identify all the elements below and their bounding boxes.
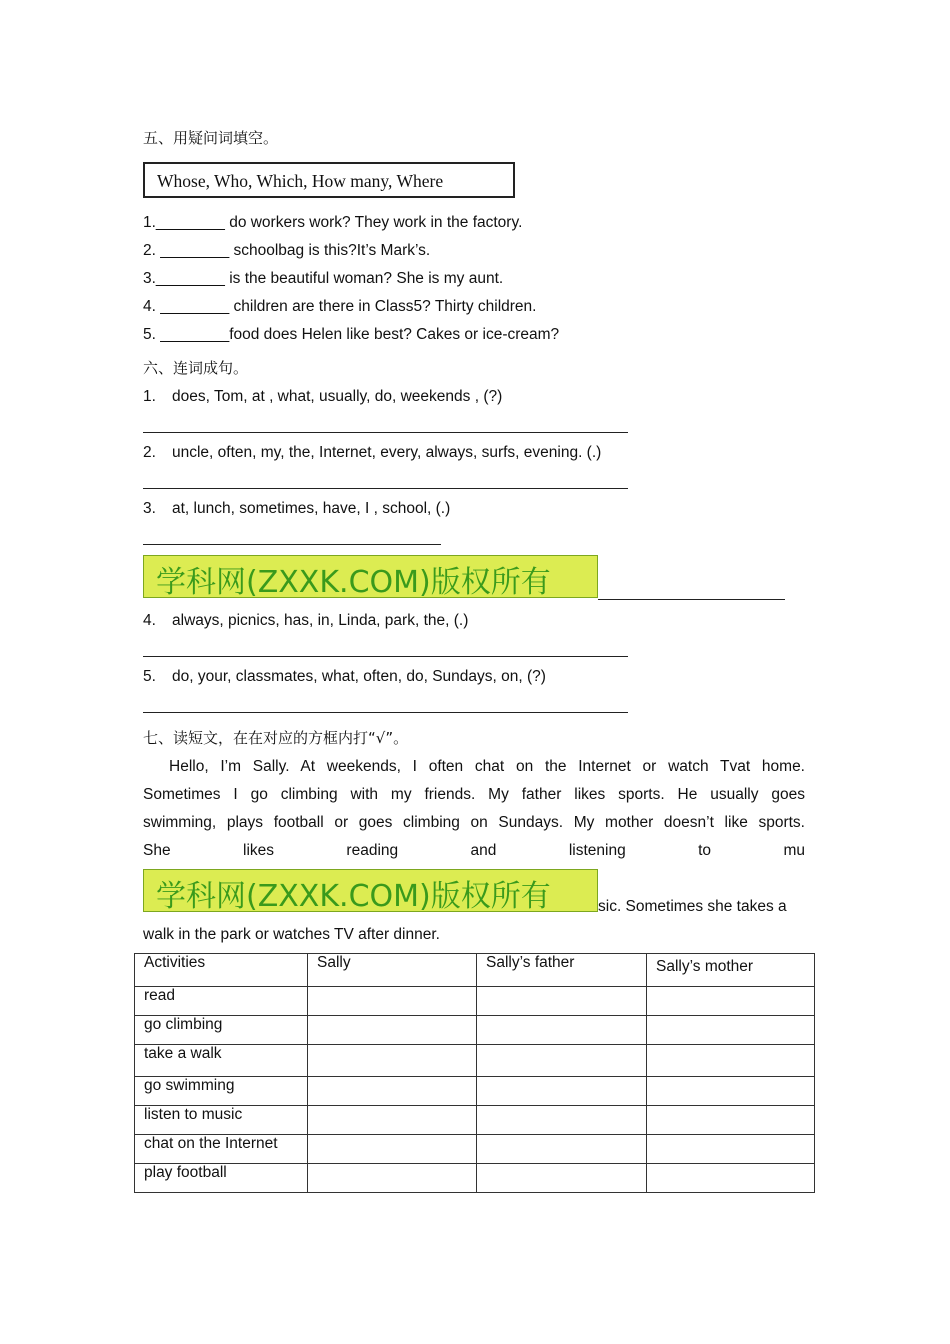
checkbox-cell-mother[interactable]: [647, 1164, 815, 1193]
header-sally: Sally: [308, 954, 477, 987]
table-row: [135, 1164, 815, 1193]
checkbox-cell-sally[interactable]: [308, 1016, 477, 1045]
checkbox-cell-father[interactable]: [477, 1164, 647, 1193]
checkbox-cell-sally[interactable]: [308, 987, 477, 1016]
answer-line-1: [143, 432, 628, 433]
watermark-text-1: 学科网(ZXXK.COM)版权所有: [156, 565, 551, 598]
sentence-item-5-text: do, your, classmates, what, often, do, Sundays, on, (?): [172, 668, 546, 685]
checkbox-cell-father[interactable]: [477, 1045, 647, 1077]
header-sallys-mother: Sally’s mother: [647, 954, 815, 987]
table-row: [135, 1135, 815, 1164]
activity-label: go climbing: [135, 1016, 308, 1045]
watermark-banner-2: [143, 869, 598, 912]
passage-line-1: Hello, I’m Sally. At weekends, I often chat on the Internet or watch Tvat home.: [169, 758, 805, 775]
fill-blank-item-4: 4. ________ children are there in Class5? Thirty children.: [143, 298, 537, 315]
fill-blank-item-2: 2. ________ schoolbag is this?It’s Mark’s.: [143, 242, 431, 259]
table-row: [135, 1016, 815, 1045]
sentence-item-3-number: 3.: [143, 500, 156, 517]
checkbox-cell-father[interactable]: [477, 1016, 647, 1045]
checkbox-cell-mother[interactable]: [647, 1016, 815, 1045]
sentence-item-5-number: 5.: [143, 668, 156, 685]
checkbox-cell-father[interactable]: [477, 987, 647, 1016]
sentence-item-2-number: 2.: [143, 444, 156, 461]
checkbox-cell-sally[interactable]: [308, 1164, 477, 1193]
activities-table: [134, 953, 815, 1193]
sentence-item-2-text: uncle, often, my, the, Internet, every, always, surfs, evening. (.): [172, 444, 602, 461]
passage-line-2: Sometimes I go climbing with my friends. My father likes sports. He usually goes: [143, 786, 805, 803]
sentence-item-1-text: does, Tom, at , what, usually, do, weekends , (?): [172, 388, 503, 405]
checkbox-cell-sally[interactable]: [308, 1106, 477, 1135]
section6-heading: 六、连词成句。: [143, 359, 249, 377]
checkbox-cell-sally[interactable]: [308, 1077, 477, 1106]
activity-label: go swimming: [135, 1077, 308, 1106]
activity-label: take a walk: [135, 1045, 308, 1077]
checkbox-cell-father[interactable]: [477, 1106, 647, 1135]
answer-line-4: [143, 656, 628, 657]
answer-line-3b: [598, 599, 785, 600]
activity-label: chat on the Internet: [135, 1135, 308, 1164]
watermark-banner-1: [143, 555, 598, 598]
checkbox-cell-mother[interactable]: [647, 1106, 815, 1135]
activity-label: listen to music: [135, 1106, 308, 1135]
checkbox-cell-father[interactable]: [477, 1135, 647, 1164]
fill-blank-item-1: 1.________ do workers work? They work in the factory.: [143, 214, 523, 231]
word-box-text: Whose, Who, Which, How many, Where: [157, 171, 444, 191]
passage-line-3: swimming, plays football or goes climbing on Sundays. My mother doesn’t like sports.: [143, 814, 805, 831]
table-row: [135, 987, 815, 1016]
watermark-text-2: 学科网(ZXXK.COM)版权所有: [156, 879, 551, 912]
table-row: [135, 1045, 815, 1077]
activity-label: read: [135, 987, 308, 1016]
passage-line-6: walk in the park or watches TV after dinner.: [143, 926, 440, 943]
passage-line-4: She likes reading and listening to mu: [143, 842, 805, 859]
checkbox-cell-mother[interactable]: [647, 1135, 815, 1164]
activity-label: play football: [135, 1164, 308, 1193]
checkbox-cell-sally[interactable]: [308, 1045, 477, 1077]
sentence-item-1-number: 1.: [143, 388, 156, 405]
sentence-item-4-number: 4.: [143, 612, 156, 629]
answer-line-5: [143, 712, 628, 713]
header-sallys-father: Sally’s father: [477, 954, 647, 987]
answer-line-3a: [143, 544, 441, 545]
passage-line-5-tail: sic. Sometimes she takes a: [598, 898, 787, 915]
checkbox-cell-mother[interactable]: [647, 1045, 815, 1077]
checkbox-cell-mother[interactable]: [647, 987, 815, 1016]
section7-heading: 七、读短文，在在对应的方框内打“√”。: [143, 729, 409, 747]
table-header-row: [135, 954, 815, 987]
fill-blank-item-5: 5. ________food does Helen like best? Cakes or ice-cream?: [143, 326, 560, 343]
checkbox-cell-sally[interactable]: [308, 1135, 477, 1164]
word-box: [143, 162, 515, 198]
sentence-item-4-text: always, picnics, has, in, Linda, park, the, (.): [172, 612, 469, 629]
sentence-item-3-text: at, lunch, sometimes, have, I , school, (.): [172, 500, 451, 517]
table-row: [135, 1106, 815, 1135]
table-row: [135, 1077, 815, 1106]
answer-line-2: [143, 488, 628, 489]
section5-heading: 五、用疑问词填空。: [143, 129, 279, 147]
fill-blank-item-3: 3.________ is the beautiful woman? She is my aunt.: [143, 270, 504, 287]
checkbox-cell-mother[interactable]: [647, 1077, 815, 1106]
header-activities: Activities: [135, 954, 308, 987]
checkbox-cell-father[interactable]: [477, 1077, 647, 1106]
